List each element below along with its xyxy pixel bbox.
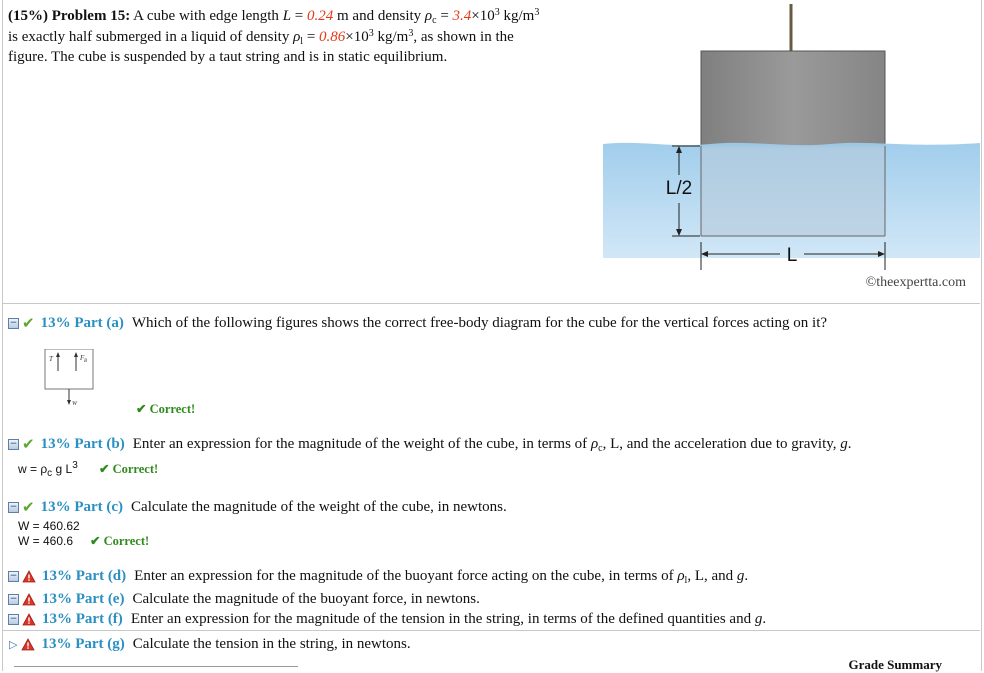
part-f-label: 13% Part (f) <box>42 611 123 627</box>
grade-summary-title: Grade Summary <box>848 657 942 672</box>
rho-l-value: 0.86 <box>319 28 346 45</box>
exponent: 3 <box>534 7 540 18</box>
checkmark-icon: ✔ <box>22 498 35 516</box>
part-b-question <box>133 436 852 453</box>
part-c-header[interactable] <box>8 498 507 516</box>
part-e-question: Calculate the magnitude of the buoyant force, in newtons. <box>132 591 480 607</box>
answer-text-2: g L <box>52 462 73 476</box>
fbd-buoyant-label: F <box>80 354 85 362</box>
part-c-answer-2: W = 460.6 <box>18 534 74 548</box>
warning-icon <box>21 638 35 651</box>
part-f-question-text: Enter an expression for the magnitude of the tension in the string, in terms of the defined quantities and <box>130 611 755 627</box>
rho-symbol: ρ <box>677 568 685 584</box>
checkmark-icon: ✔ <box>22 314 35 332</box>
answer-exponent: 3 <box>72 460 78 471</box>
answer-text: w = ρ <box>18 462 48 476</box>
fbd-weight-label: W <box>72 401 77 407</box>
problem-text-3: figure. The cube is suspended by a taut string and is in static equilibrium. <box>8 49 448 65</box>
exponent: 3 <box>494 7 500 18</box>
warning-icon <box>22 570 36 583</box>
part-b-label: 13% Part (b) <box>40 435 125 452</box>
times-ten: ×10 <box>471 8 495 24</box>
L-value: 0.24 <box>307 8 334 24</box>
expand-icon[interactable]: ▷ <box>9 638 18 651</box>
unit: kg/m <box>373 28 409 45</box>
g-symbol: g <box>736 568 745 584</box>
rho-c-subscript: c <box>432 15 437 26</box>
problem-text-1: A cube with edge length <box>133 8 283 24</box>
rho-subscript: l <box>684 575 688 586</box>
problem-text-2b: , as shown in the <box>413 28 514 45</box>
part-a-status: ✔ Correct! <box>136 402 196 416</box>
collapse-icon[interactable]: − <box>9 614 18 624</box>
equals: = <box>291 8 307 24</box>
period: . <box>847 435 852 452</box>
checkmark-icon: ✔ <box>22 435 35 453</box>
g-symbol: g <box>754 611 763 627</box>
rho-symbol: ρ <box>590 435 599 452</box>
rho-c-symbol: ρ <box>424 8 433 24</box>
warning-icon <box>22 613 36 626</box>
part-f-header[interactable] <box>8 611 766 628</box>
problem-statement <box>8 6 608 68</box>
L-symbol: L <box>282 8 292 24</box>
part-d-question-text: Enter an expression for the magnitude of the buoyant force acting on the cube, in terms of <box>134 568 678 584</box>
exponent: 3 <box>368 27 374 39</box>
part-b-status: ✔ Correct! <box>99 462 159 476</box>
collapse-icon[interactable]: − <box>9 317 18 328</box>
part-g-question: Calculate the tension in the string, in newtons. <box>132 636 411 652</box>
part-c-status: ✔ Correct! <box>90 534 150 548</box>
L-unit: m and density <box>333 8 425 24</box>
part-a-header[interactable] <box>8 314 827 332</box>
period: . <box>744 568 749 584</box>
part-b-question-text: Enter an expression for the magnitude of the weight of the cube, in terms of <box>132 435 591 452</box>
part-a-label: 13% Part (a) <box>40 314 124 331</box>
part-c-question: Calculate the magnitude of the weight of the cube, in newtons. <box>131 498 507 515</box>
part-d-header[interactable] <box>8 568 748 585</box>
problem-heading: (15%) Problem 15: <box>8 8 131 24</box>
part-b-answer <box>18 462 78 477</box>
edge-length-label: L <box>786 245 798 266</box>
rho-subscript: c <box>598 442 603 454</box>
period: . <box>762 611 767 627</box>
problem-figure <box>600 0 980 300</box>
cube <box>701 51 885 147</box>
problem-text-2: is exactly half submerged in a liquid of density <box>8 28 294 45</box>
warning-icon <box>22 593 36 606</box>
part-e-label: 13% Part (e) <box>42 591 125 607</box>
part-d-label: 13% Part (d) <box>42 568 127 584</box>
equals: = <box>303 28 320 45</box>
copyright-credit: ©theexpertta.com <box>865 275 966 290</box>
collapse-icon[interactable]: − <box>9 438 18 449</box>
part-f-question <box>131 611 766 628</box>
part-a-question: Which of the following figures shows the correct free-body diagram for the cube for the vertical forces acting on it? <box>131 314 828 331</box>
g-symbol: g <box>840 435 848 452</box>
cube-in-liquid-diagram <box>600 0 980 300</box>
rho-l-symbol: ρ <box>293 28 301 45</box>
exponent: 3 <box>408 27 414 39</box>
fbd-tension-label: T <box>49 355 53 363</box>
part-b-question-text-2: , L, and the acceleration due to gravity, <box>602 435 841 452</box>
rho-l-subscript: l <box>300 35 304 47</box>
rho-c-value: 3.4 <box>452 8 472 24</box>
part-c-label: 13% Part (c) <box>40 498 124 515</box>
unit: kg/m <box>499 8 535 24</box>
section-divider <box>3 303 980 304</box>
half-length-label: L/2 <box>665 178 693 199</box>
part-c-answer-1: W = 460.62 <box>18 519 80 533</box>
free-body-diagram <box>44 349 94 407</box>
part-g-header[interactable] <box>8 636 411 653</box>
cube-submerged <box>701 146 885 236</box>
times-ten: ×10 <box>345 28 369 45</box>
collapse-icon[interactable]: − <box>9 571 18 581</box>
part-d-question-text-2: , L, and <box>687 568 737 584</box>
collapse-icon[interactable]: − <box>9 501 18 512</box>
part-e-header[interactable] <box>8 591 480 608</box>
part-g-label: 13% Part (g) <box>41 636 125 652</box>
collapse-icon[interactable]: − <box>9 594 18 604</box>
part-b-header[interactable] <box>8 435 852 453</box>
answer-input-box[interactable] <box>14 666 298 667</box>
answer-subscript: c <box>47 468 53 479</box>
section-divider <box>3 630 980 631</box>
fbd-buoyant-subscript: B <box>84 359 88 364</box>
part-d-question <box>134 568 748 585</box>
equals: = <box>436 8 453 24</box>
